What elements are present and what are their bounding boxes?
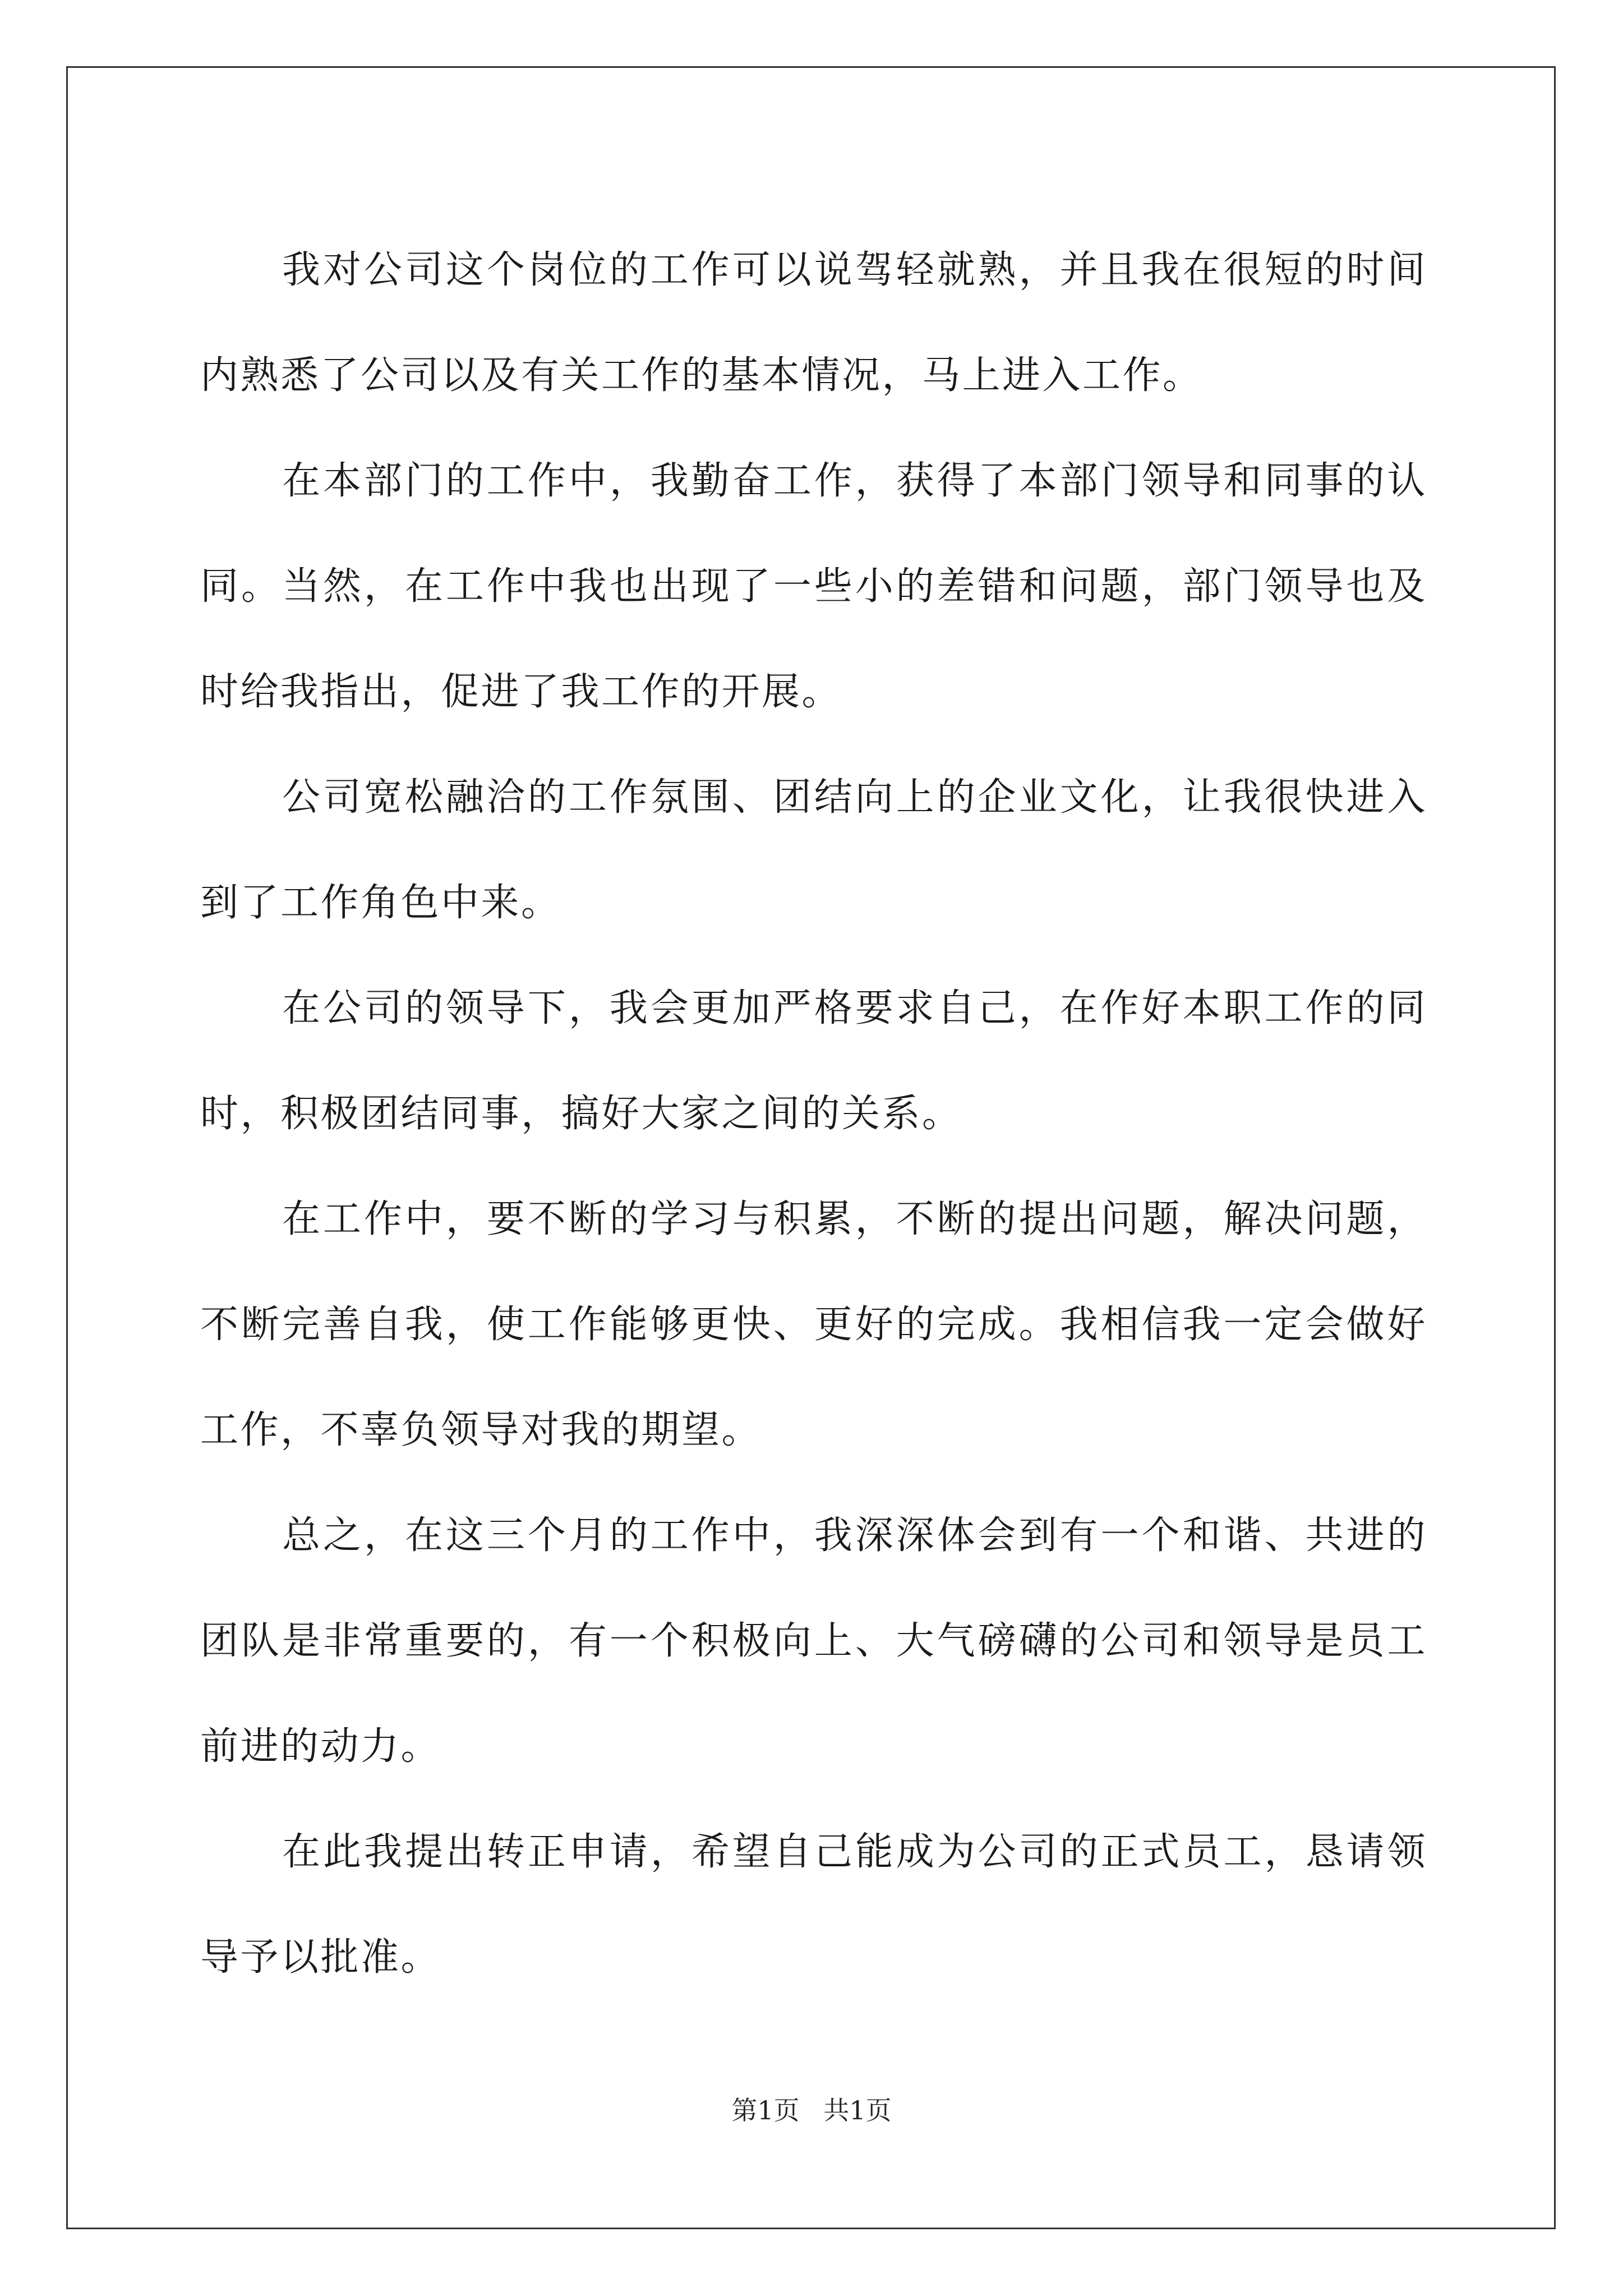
paragraph-5: 在工作中，要不断的学习与积累，不断的提出问题，解决问题，不断完善自我，使工作能够更快、更好的完成。我相信我一定会做好工作，不辜负领导对我的期望。 <box>200 1197 1427 1452</box>
document-body <box>200 218 1427 2010</box>
page-footer <box>0 2090 1623 2127</box>
paragraph-6: 总之，在这三个月的工作中，我深深体会到有一个和谐、共进的团队是非常重要的，有一个积极向上、大气磅礴的公司和领导是员工前进的动力。 <box>200 1513 1427 1769</box>
paragraph-4: 在公司的领导下，我会更加严格要求自己，在作好本职工作的同时，积极团结同事，搞好大家之间的关系。 <box>200 986 1427 1136</box>
paragraph-3: 公司宽松融洽的工作氛围、团结向上的企业文化，让我很快进入到了工作角色中来。 <box>200 775 1427 925</box>
page-total: 共1页 <box>823 2095 892 2125</box>
paragraph-7: 在此我提出转正申请，希望自己能成为公司的正式员工，恳请领导予以批准。 <box>200 1830 1427 1980</box>
page-number: 第1页 <box>731 2095 800 2125</box>
paragraph-2: 在本部门的工作中，我勤奋工作，获得了本部门领导和同事的认同。当然，在工作中我也出现了一些小的差错和问题，部门领导也及时给我指出，促进了我工作的开展。 <box>200 459 1427 714</box>
paragraph-1: 我对公司这个岗位的工作可以说驾轻就熟，并且我在很短的时间内熟悉了公司以及有关工作的基本情况，马上进入工作。 <box>200 248 1427 398</box>
